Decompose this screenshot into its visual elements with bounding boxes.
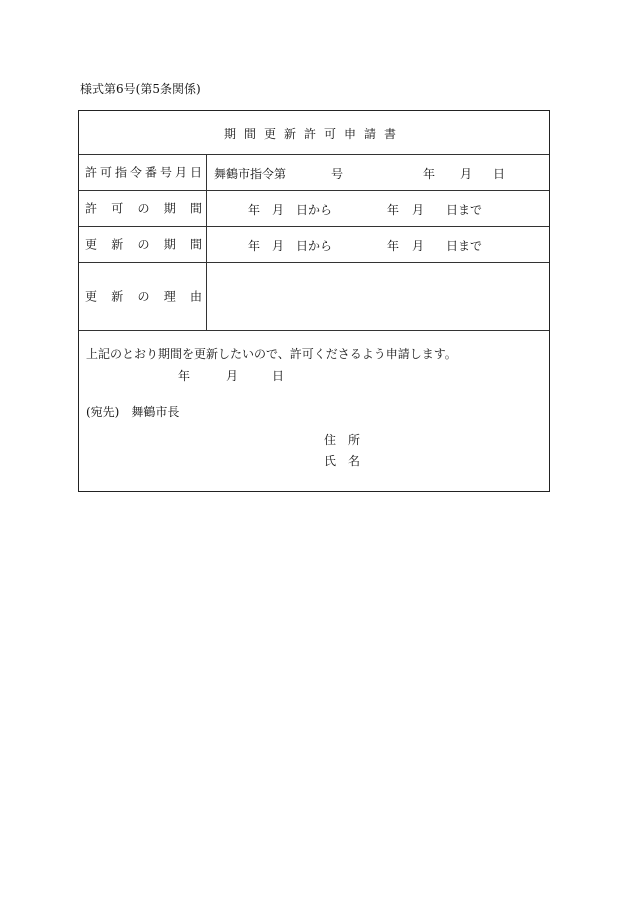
permit-to-year: 年 xyxy=(387,203,400,217)
permit-from-month: 月 xyxy=(272,203,285,217)
addressee: (宛先) 舞鶴市長 xyxy=(86,405,180,419)
renewal-reason-label-cell xyxy=(79,262,207,330)
renewal-period-label: 更新の期間 xyxy=(85,237,202,252)
permit-day: 日 xyxy=(493,167,506,181)
application-form xyxy=(78,110,550,492)
permit-period-row xyxy=(79,190,549,227)
permit-number-label: 許可指令番号月日 xyxy=(85,165,202,180)
renewal-to-day: 日まで xyxy=(446,239,483,253)
permit-from-day: 日から xyxy=(296,203,333,217)
permit-month: 月 xyxy=(460,167,473,181)
permit-from-year: 年 xyxy=(248,203,261,217)
name-label: 氏 名 xyxy=(324,454,361,468)
permit-to-day: 日まで xyxy=(446,203,483,217)
directive-number-suffix: 号 xyxy=(331,167,344,181)
address-label: 住 所 xyxy=(324,433,361,447)
permit-period-label: 許可の期間 xyxy=(85,201,202,216)
permit-number-label-cell xyxy=(79,154,207,190)
permit-year: 年 xyxy=(423,167,436,181)
renewal-from-month: 月 xyxy=(272,239,285,253)
renewal-reason-row xyxy=(79,262,549,331)
renewal-from-day: 日から xyxy=(296,239,333,253)
renewal-from-year: 年 xyxy=(248,239,261,253)
renewal-period-row xyxy=(79,226,549,263)
title-row xyxy=(79,111,549,155)
application-statement-area xyxy=(79,330,549,491)
permit-to-month: 月 xyxy=(412,203,425,217)
form-title: 期間更新許可申請書 xyxy=(223,127,404,141)
renewal-period-label-cell xyxy=(79,226,207,262)
permit-period-label-cell xyxy=(79,190,207,226)
permit-number-row xyxy=(79,154,549,191)
form-number: 様式第6号(第5条関係) xyxy=(80,82,201,96)
renewal-to-year: 年 xyxy=(387,239,400,253)
application-month: 月 xyxy=(226,369,239,383)
application-year: 年 xyxy=(178,369,191,383)
application-day: 日 xyxy=(272,369,285,383)
renewal-reason-label: 更新の理由 xyxy=(85,289,202,304)
directive-prefix: 舞鶴市指令第 xyxy=(214,167,287,181)
renewal-to-month: 月 xyxy=(412,239,425,253)
application-statement: 上記のとおり期間を更新したいので、許可くださるよう申請します。 xyxy=(86,347,457,361)
